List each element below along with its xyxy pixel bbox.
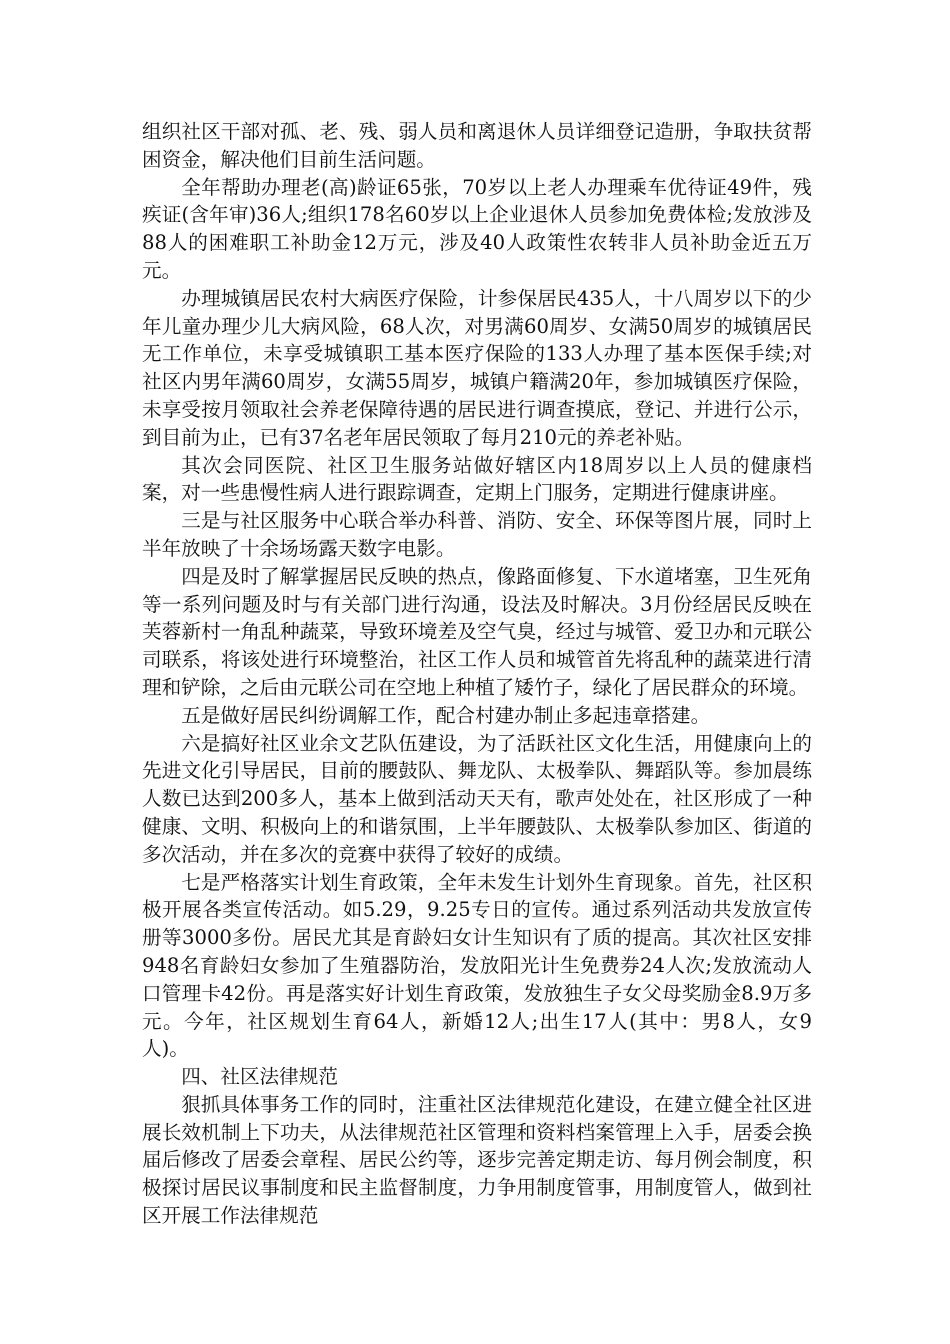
paragraph-1: 组织社区干部对孤、老、残、弱人员和离退休人员详细登记造册，争取扶贫帮困资金，解决他们目前生活问题。 bbox=[142, 120, 812, 171]
paragraph-11: 狠抓具体事务工作的同时，注重社区法律规范化建设，在建立健全社区进展长效机制上下功夫，从法律规范社区管理和资料档案管理上入手，居委会换届后修改了居委会章程、居民公约等，逐步完善定期走访、每月例会制度，积极探讨居民议事制度和民主监督制度，力争用制度管事，用制度管人，做到社区开展工作法律规范 bbox=[142, 1092, 812, 1228]
paragraph-4: 其次会同医院、社区卫生服务站做好辖区内18周岁以上人员的健康档案，对一些患慢性病人进行跟踪调查，定期上门服务，定期进行健康讲座。 bbox=[142, 453, 812, 505]
paragraph-8: 六是搞好社区业余文艺队伍建设，为了活跃社区文化生活，用健康向上的先进文化引导居民，目前的腰鼓队、舞龙队、太极拳队、舞蹈队等。参加晨练人数已达到200多人，基本上做到活动天天有，歌声处处在，社区形成了一种健康、文明、积极向上的和谐氛围，上半年腰鼓队、太极拳队参加区、街道的多次活动，并在多次的竞赛中获得了较好的成绩。 bbox=[142, 731, 812, 866]
paragraph-5: 三是与社区服务中心联合举办科普、消防、安全、环保等图片展，同时上半年放映了十余场场露天数字电影。 bbox=[142, 509, 812, 560]
paragraph-3: 办理城镇居民农村大病医疗保险，计参保居民435人，十八周岁以下的少年儿童办理少儿大病风险，68人次，对男满60周岁、女满50周岁的城镇居民无工作单位，未享受城镇职工基本医疗保险的133人办理了基本医保手续;对社区内男年满60周岁，女满55周岁，城镇户籍满20年，参加城镇医疗保险，未享受按月领取社会养老保障待遇的居民进行调查摸底，登记、并进行公示，到目前为止，已有37名老年居民领取了每月210元的养老补贴。 bbox=[142, 286, 812, 449]
paragraph-2: 全年帮助办理老(高)龄证65张，70岁以上老人办理乘车优待证49件，残疾证(含年审)36人;组织178名60岁以上企业退休人员参加免费体检;发放涉及88人的困难职工补助金12万元，涉及40人政策性农转非人员补助金近五万元。 bbox=[142, 175, 812, 282]
paragraph-6: 四是及时了解掌握居民反映的热点，像路面修复、下水道堵塞，卫生死角等一系列问题及时与有关部门进行沟通，设法及时解决。3月份经居民反映在芙蓉新村一角乱种蔬菜，导致环境差及空气臭，经过与城管、爱卫办和元联公司联系，将该处进行环境整治，社区工作人员和城管首先将乱种的蔬菜进行清理和铲除，之后由元联公司在空地上种植了矮竹子，绿化了居民群众的环境。 bbox=[142, 564, 812, 699]
document-page bbox=[142, 118, 812, 1230]
section-heading: 四、社区法律规范 bbox=[181, 1065, 338, 1089]
paragraph-7: 五是做好居民纠纷调解工作，配合村建办制止多起违章搭建。 bbox=[181, 703, 711, 727]
paragraph-9: 七是严格落实计划生育政策，全年未发生计划外生育现象。首先，社区积极开展各类宣传活动。如5.29，9.25专日的宣传。通过系列活动共发放宣传册等3000多份。居民尤其是育龄妇女计生知识有了质的提高。其次社区安排948名育龄妇女参加了生殖器防治，发放阳光计生免费券24人次;发放流动人口管理卡42份。再是落实好计划生育政策，发放独生子女父母奖励金8.9万多元。今年，社区规划生育64人，新婚12人;出生17人(其中：男8人，女9人)。 bbox=[142, 870, 812, 1061]
